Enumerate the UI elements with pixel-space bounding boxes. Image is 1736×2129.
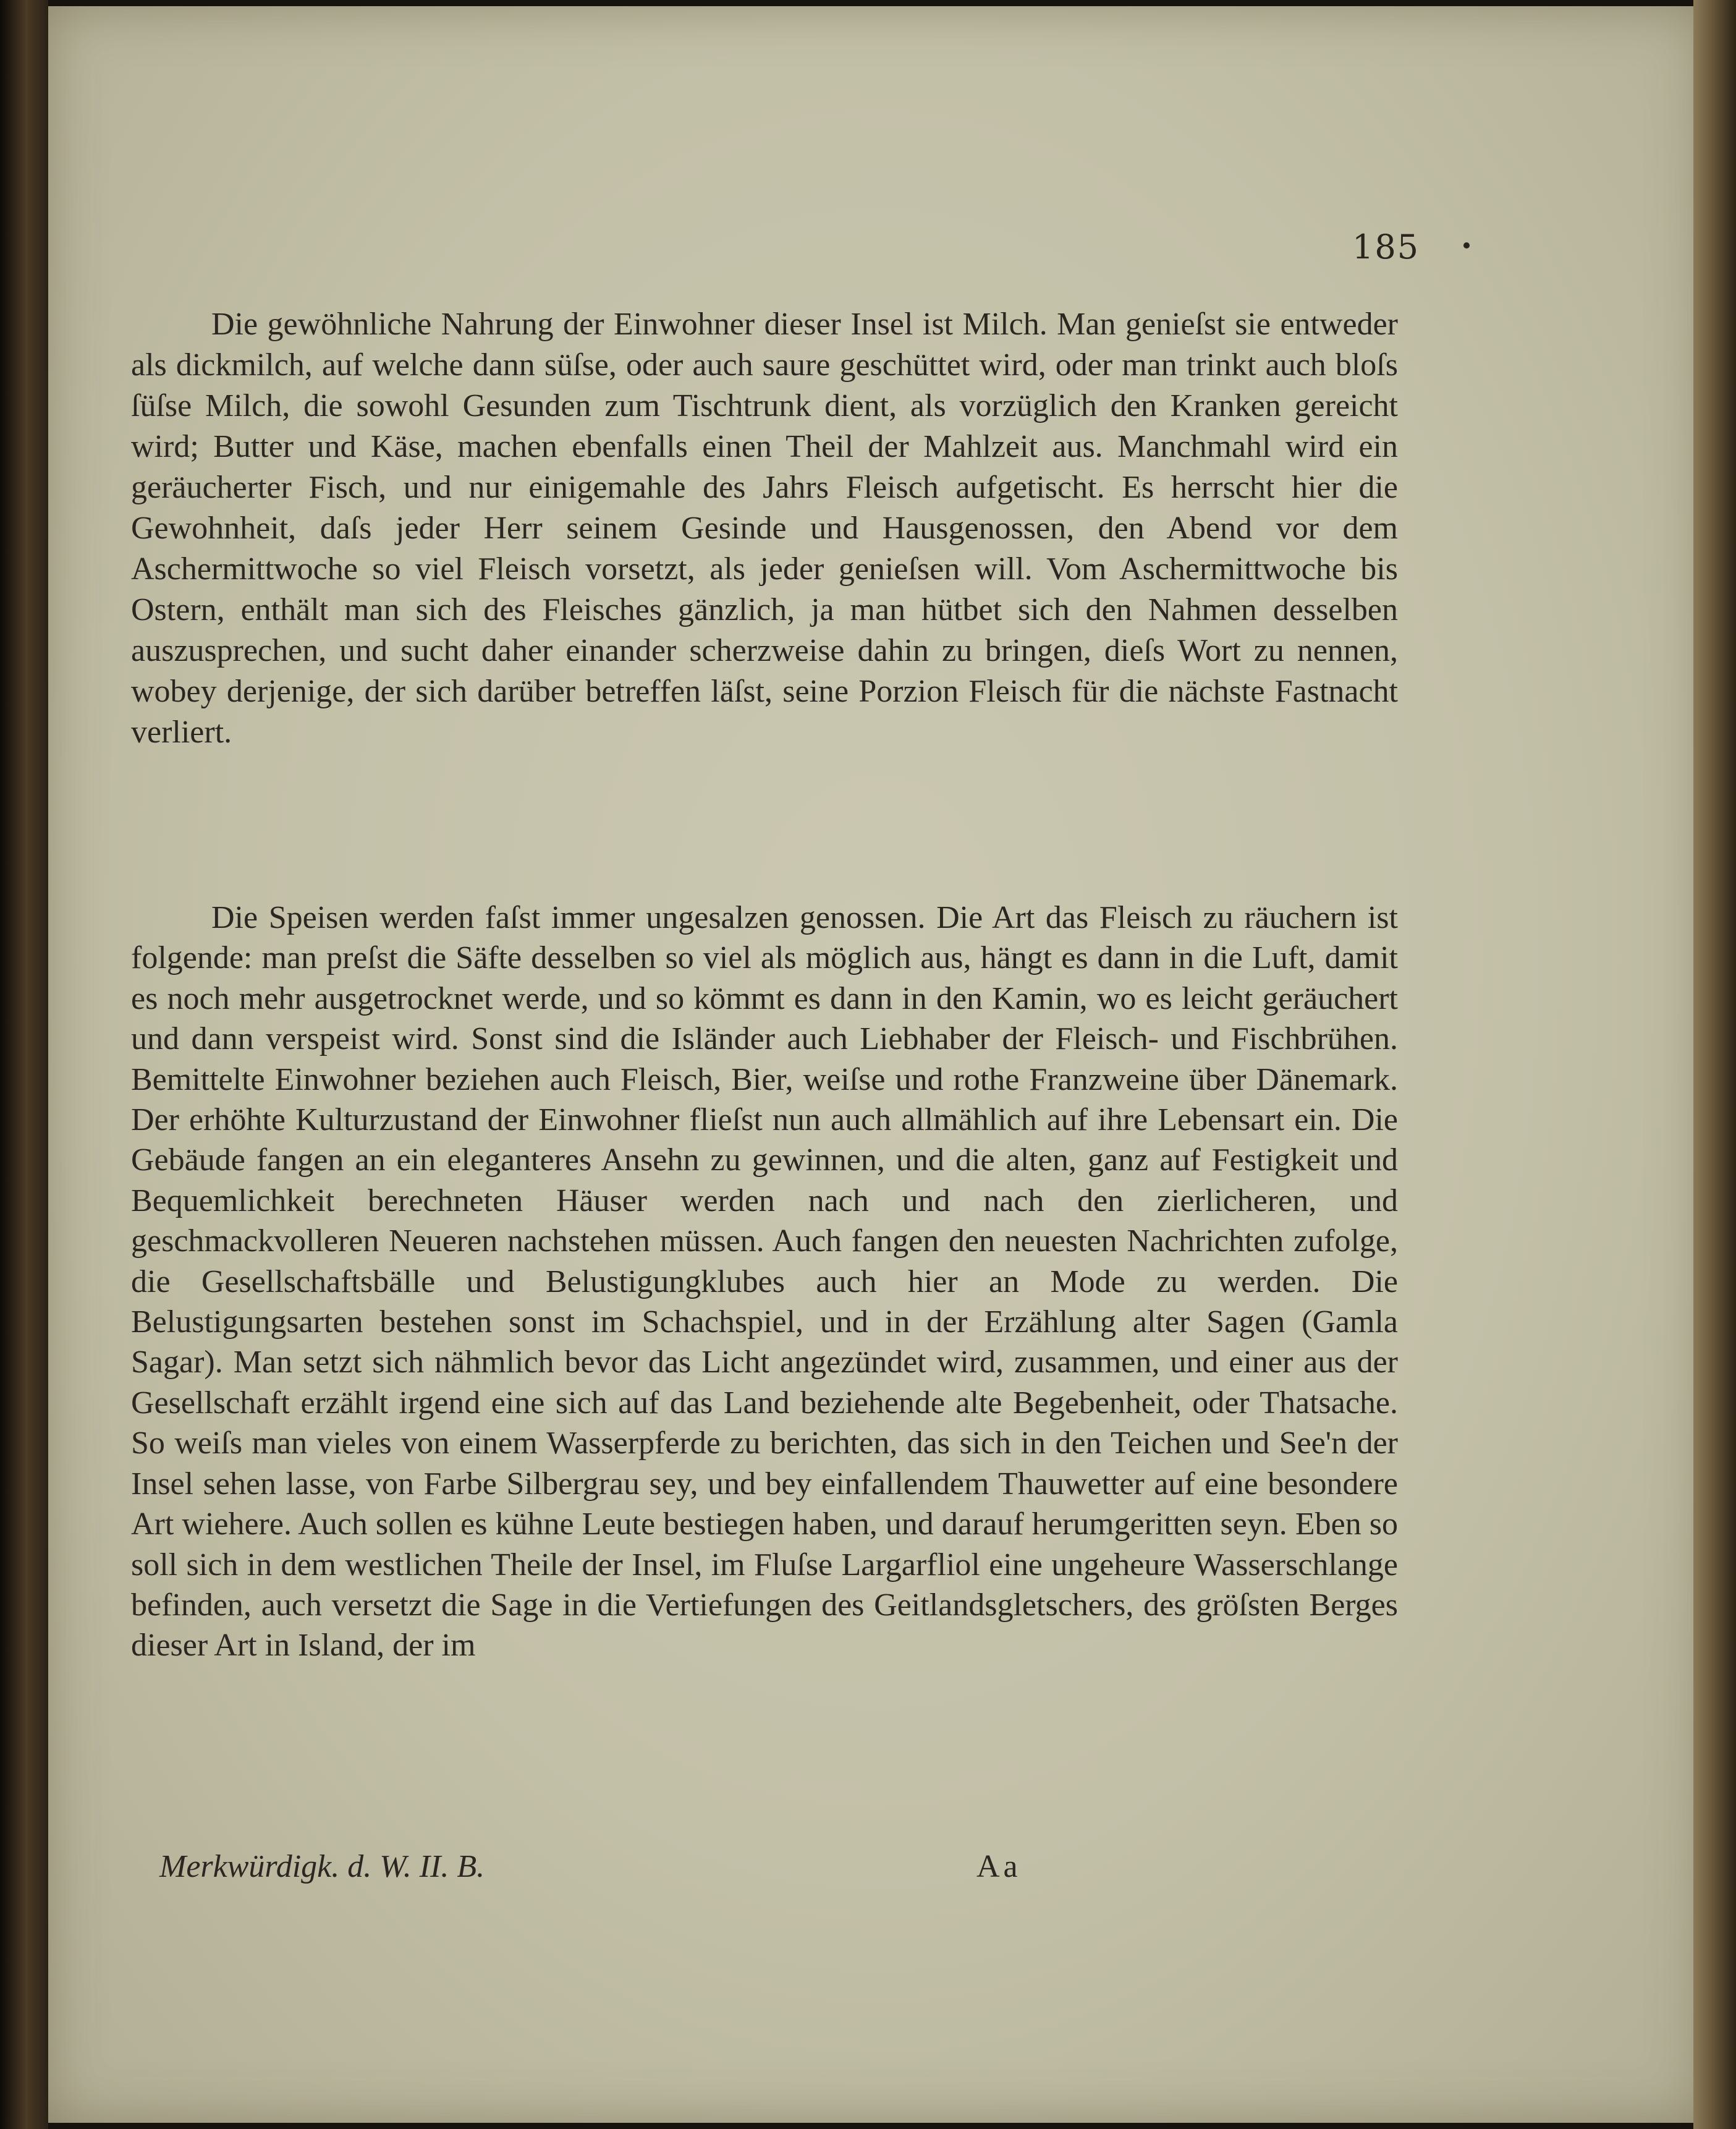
footer-signature: Merkwürdigk. d. W. II. B. (159, 1849, 485, 1884)
page-number: 185 (1352, 227, 1420, 266)
paragraph-2: Die Speisen werden faſst immer ungesalzen genossen. Die Art das Fleisch zu räuchern ist folgende: man preſst die Säfte desselben so viel als möglich aus, hängt es dann in die Luft, damit es noch mehr ausgetrocknet werde, und so kömmt es dann in den Kamin, wo es leicht geräuchert und dann verspeist wird. Sonst sind die Isländer auch Liebhaber der Fleisch- und Fischbrühen. Bemittelte Einwohner beziehen auch Fleisch, Bier, weiſse und rothe Franzweine über Dänemark. Der erhöhte Kulturzustand der Einwohner flieſst nun auch allmählich auf ihre Lebensart ein. Die Gebäude fangen an ein eleganteres Ansehn zu gewinnen, und die alten, ganz auf Festigkeit und Bequemlichkeit berechneten Häuser werden nach und nach den zierlicheren, und geschmackvolleren Neueren nachstehen müssen. Auch fangen den neuesten Nachrichten zufolge, die Gesellschaftsbälle und Belustigungklubes auch hier an Mode zu werden. Die Belustigungsarten bestehen sonst im Schachspiel, und in der Erzählung alter Sagen (Gamla Sagar). Man setzt sich nähmlich bevor das Licht angezündet wird, zusammen, und einer aus der Gesellschaft erzählt irgend eine sich auf das Land beziehende alte Begebenheit, oder Thatsache. So weiſs man vieles von einem Wasserpferde zu berichten, das sich in den Teichen und See'n der Insel sehen lasse, von Farbe Silbergrau sey, und bey einfallendem Thauwetter auf eine besondere Art wiehere. Auch sollen es kühne Leute bestiegen haben, und darauf herumgeritten seyn. Eben so soll sich in dem westlichen Theile der Insel, im Fluſse Largarfliol eine ungeheure Wasserschlange befinden, auch versetzt die Sage in die Vertiefungen des Geitlandsgletschers, des gröſsten Berges dieser Art in Island, der im (131, 900, 1398, 1664)
footer-sheet-mark: Aa (976, 1849, 1022, 1884)
binding-edge (0, 0, 48, 2129)
ink-mark (1463, 242, 1470, 249)
paragraph-1: Die gewöhnliche Nahrung der Einwohner dieser Insel ist Milch. Man genieſst sie entweder als dickmilch, auf welche dann süſse, oder auch saure geschüttet wird, oder man trinkt auch bloſs ſüſse Milch, die sowohl Gesunden zum Tischtrunk dient, als vorzüglich den Kranken gereicht wird; Butter und Käse, machen ebenfalls einen Theil der Mahlzeit aus. Manchmahl wird ein geräucherter Fisch, und nur einigemahle des Jahrs Fleisch aufgetischt. Es herrscht hier die Gewohnheit, daſs jeder Herr seinem Gesinde und Hausgenossen, den Abend vor dem Aschermittwoche so viel Fleisch vorsetzt, als jeder genieſsen will. Vom Aschermittwoche bis Ostern, enthält man sich des Fleisches gänzlich, ja man hütbet sich den Nahmen desselben auszusprechen, und sucht daher einander scherzweise dahin zu bringen, dieſs Wort zu nennen, wobey derjenige, der sich darüber betreffen läſst, seine Porzion Fleisch für die nächste Fastnacht verliert. (131, 307, 1398, 750)
page-edge-right (1693, 0, 1736, 2129)
